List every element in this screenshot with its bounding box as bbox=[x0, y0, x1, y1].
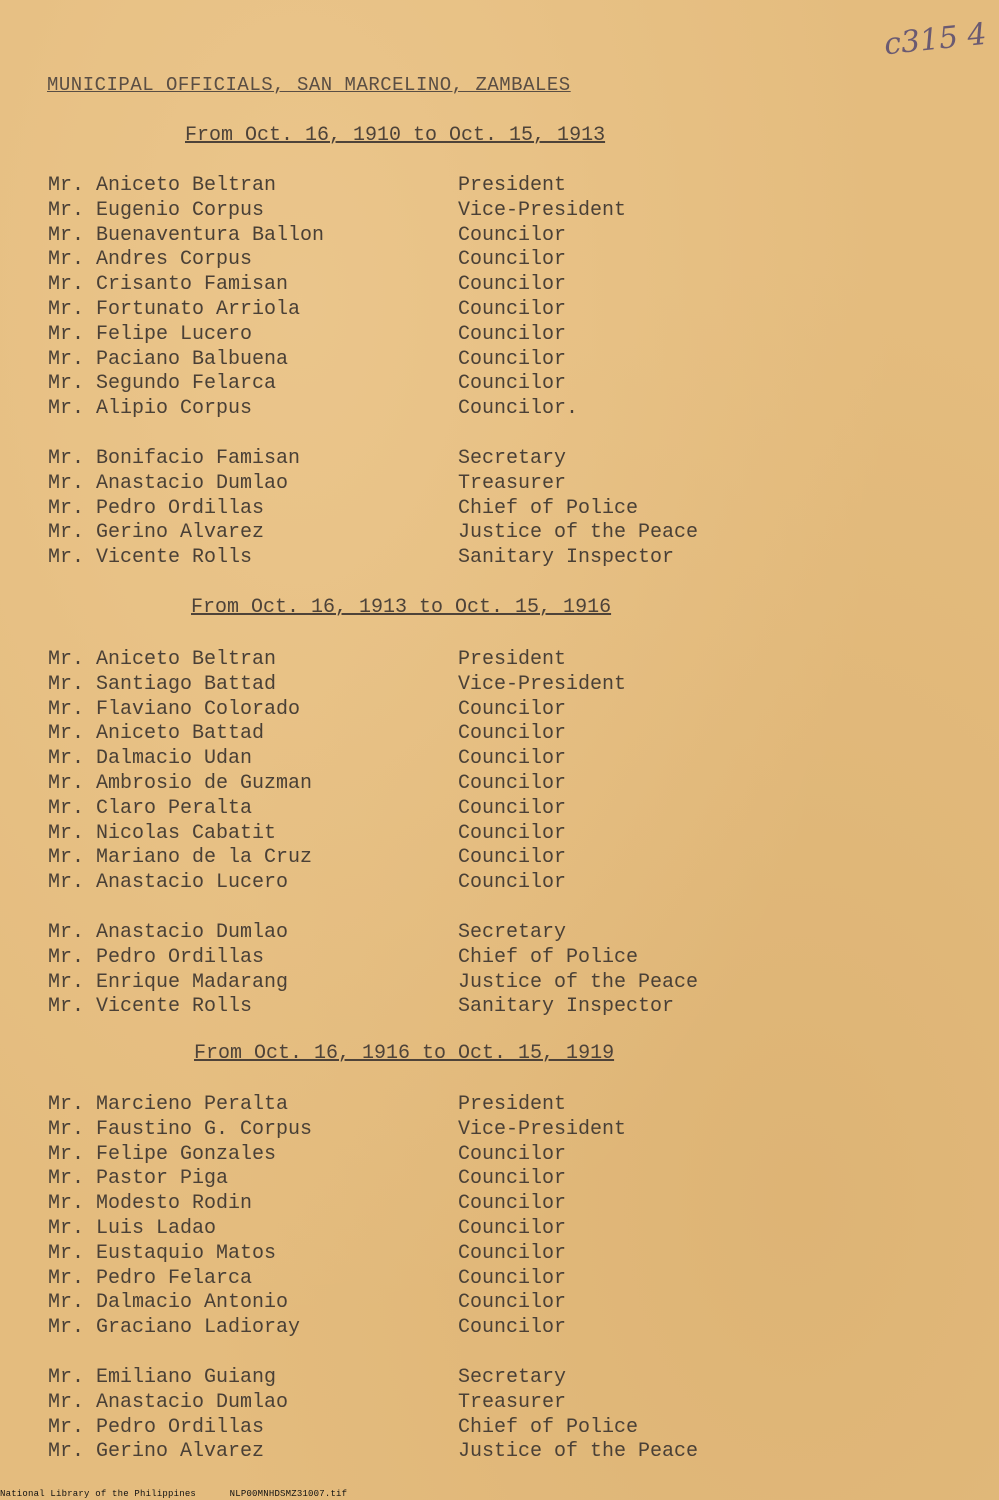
official-position: Councilor bbox=[458, 722, 567, 746]
official-name: Mr. Luis Ladao bbox=[48, 1216, 217, 1240]
official-row bbox=[48, 673, 948, 698]
official-position: Councilor bbox=[458, 223, 567, 247]
official-row bbox=[48, 722, 948, 747]
official-position: Councilor bbox=[458, 1142, 567, 1166]
official-row bbox=[48, 747, 948, 772]
officials-list bbox=[48, 174, 948, 571]
official-position: Councilor bbox=[458, 821, 567, 845]
staff-row bbox=[48, 921, 948, 946]
staff-position: Treasurer bbox=[458, 471, 567, 495]
staff-position: Secretary bbox=[458, 1365, 567, 1389]
staff-name: Mr. Anastacio Dumlao bbox=[48, 1390, 289, 1414]
staff-name: Mr. Pedro Ordillas bbox=[48, 945, 265, 969]
official-row bbox=[48, 1167, 948, 1192]
official-row bbox=[48, 1118, 948, 1143]
period-heading: From Oct. 16, 1913 to Oct. 15, 1916 bbox=[191, 596, 612, 619]
staff-position: Justice of the Peace bbox=[458, 521, 699, 545]
official-name: Mr. Felipe Lucero bbox=[48, 322, 253, 346]
official-name: Mr. Buenaventura Ballon bbox=[48, 223, 325, 247]
staff-position: Chief of Police bbox=[458, 1415, 639, 1439]
staff-row bbox=[48, 521, 948, 546]
official-position: Councilor bbox=[458, 322, 567, 346]
list-gap bbox=[48, 1341, 948, 1366]
official-position: Councilor bbox=[458, 747, 567, 771]
official-row bbox=[48, 323, 948, 348]
officials-list bbox=[48, 1093, 948, 1465]
staff-name: Mr. Enrique Madarang bbox=[48, 970, 289, 994]
official-row bbox=[48, 648, 948, 673]
official-name: Mr. Flaviano Colorado bbox=[48, 697, 301, 721]
staff-row bbox=[48, 447, 948, 472]
official-name: Mr. Pedro Felarca bbox=[48, 1266, 253, 1290]
list-gap bbox=[48, 896, 948, 921]
staff-row bbox=[48, 995, 948, 1020]
official-name: Mr. Alipio Corpus bbox=[48, 397, 253, 421]
period-heading: From Oct. 16, 1910 to Oct. 15, 1913 bbox=[185, 124, 606, 147]
staff-name: Mr. Gerino Alvarez bbox=[48, 1440, 265, 1464]
staff-position: Chief of Police bbox=[458, 945, 639, 969]
staff-name: Mr. Gerino Alvarez bbox=[48, 521, 265, 545]
scan-footer bbox=[0, 1489, 375, 1499]
official-name: Mr. Anastacio Lucero bbox=[48, 871, 289, 895]
official-position: Vice-President bbox=[458, 1117, 627, 1141]
official-position: Councilor bbox=[458, 1167, 567, 1191]
official-position: Councilor bbox=[458, 347, 567, 371]
staff-name: Mr. Emiliano Guiang bbox=[48, 1365, 277, 1389]
official-position: Councilor bbox=[458, 846, 567, 870]
official-position: Councilor bbox=[458, 796, 567, 820]
official-row bbox=[48, 1291, 948, 1316]
official-name: Mr. Paciano Balbuena bbox=[48, 347, 289, 371]
official-row bbox=[48, 822, 948, 847]
official-name: Mr. Ambrosio de Guzman bbox=[48, 771, 313, 795]
official-row bbox=[48, 846, 948, 871]
staff-row bbox=[48, 1366, 948, 1391]
staff-row bbox=[48, 946, 948, 971]
official-row bbox=[48, 1217, 948, 1242]
official-name: Mr. Segundo Felarca bbox=[48, 372, 277, 396]
official-row bbox=[48, 248, 948, 273]
staff-position: Sanitary Inspector bbox=[458, 995, 675, 1019]
official-name: Mr. Graciano Ladioray bbox=[48, 1316, 301, 1340]
period-heading: From Oct. 16, 1916 to Oct. 15, 1919 bbox=[194, 1042, 615, 1065]
staff-position: Secretary bbox=[458, 446, 567, 470]
official-position: Councilor bbox=[458, 1241, 567, 1265]
staff-row bbox=[48, 497, 948, 522]
official-name: Mr. Felipe Gonzales bbox=[48, 1142, 277, 1166]
list-gap bbox=[48, 422, 948, 447]
staff-row bbox=[48, 1391, 948, 1416]
officials-list bbox=[48, 648, 948, 1020]
official-name: Mr. Aniceto Beltran bbox=[48, 174, 277, 197]
official-position: Councilor bbox=[458, 871, 567, 895]
staff-position: Justice of the Peace bbox=[458, 970, 699, 994]
official-name: Mr. Eustaquio Matos bbox=[48, 1241, 277, 1265]
staff-name: Mr. Anastacio Dumlao bbox=[48, 920, 289, 944]
official-position: Councilor bbox=[458, 1266, 567, 1290]
official-row bbox=[48, 372, 948, 397]
official-position: Councilor bbox=[458, 1192, 567, 1216]
official-position: Councilor bbox=[458, 1216, 567, 1240]
official-name: Mr. Aniceto Beltran bbox=[48, 648, 277, 671]
official-name: Mr. Dalmacio Udan bbox=[48, 747, 253, 771]
official-name: Mr. Mariano de la Cruz bbox=[48, 846, 313, 870]
official-row bbox=[48, 298, 948, 323]
staff-row bbox=[48, 1440, 948, 1465]
official-position: Councilor bbox=[458, 273, 567, 297]
official-name: Mr. Marcieno Peralta bbox=[48, 1093, 289, 1116]
document-title: MUNICIPAL OFFICIALS, SAN MARCELINO, ZAMBALES bbox=[47, 74, 571, 96]
official-name: Mr. Pastor Piga bbox=[48, 1167, 229, 1191]
official-position: Councilor bbox=[458, 1291, 567, 1315]
staff-name: Mr. Anastacio Dumlao bbox=[48, 471, 289, 495]
official-row bbox=[48, 1242, 948, 1267]
official-position: Councilor bbox=[458, 771, 567, 795]
official-name: Mr. Crisanto Famisan bbox=[48, 273, 289, 297]
official-name: Mr. Nicolas Cabatit bbox=[48, 821, 277, 845]
staff-name: Mr. Pedro Ordillas bbox=[48, 496, 265, 520]
official-position: Vice-President bbox=[458, 198, 627, 222]
staff-row bbox=[48, 472, 948, 497]
official-name: Mr. Eugenio Corpus bbox=[48, 198, 265, 222]
official-name: Mr. Fortunato Arriola bbox=[48, 297, 301, 321]
official-name: Mr. Faustino G. Corpus bbox=[48, 1117, 313, 1141]
official-position: Councilor bbox=[458, 248, 567, 272]
official-name: Mr. Dalmacio Antonio bbox=[48, 1291, 289, 1315]
staff-position: Secretary bbox=[458, 920, 567, 944]
staff-position: Treasurer bbox=[458, 1390, 567, 1414]
staff-row bbox=[48, 1416, 948, 1441]
staff-position: Justice of the Peace bbox=[458, 1440, 699, 1464]
official-row bbox=[48, 348, 948, 373]
official-name: Mr. Aniceto Battad bbox=[48, 722, 265, 746]
staff-row bbox=[48, 546, 948, 571]
official-row bbox=[48, 1316, 948, 1341]
official-position: Councilor. bbox=[458, 397, 579, 421]
official-row bbox=[48, 397, 948, 422]
official-row bbox=[48, 797, 948, 822]
official-row bbox=[48, 273, 948, 298]
official-row bbox=[48, 224, 948, 249]
official-position: Vice-President bbox=[458, 672, 627, 696]
official-position: Councilor bbox=[458, 372, 567, 396]
official-row bbox=[48, 174, 948, 199]
official-position: President bbox=[458, 1093, 567, 1116]
footer-file: NLP00MNHDSMZ31007.tif bbox=[229, 1489, 348, 1499]
staff-position: Chief of Police bbox=[458, 496, 639, 520]
official-position: President bbox=[458, 648, 567, 671]
official-row bbox=[48, 871, 948, 896]
official-row bbox=[48, 1093, 948, 1118]
official-name: Mr. Modesto Rodin bbox=[48, 1192, 253, 1216]
staff-position: Sanitary Inspector bbox=[458, 546, 675, 570]
official-row bbox=[48, 698, 948, 723]
official-name: Mr. Santiago Battad bbox=[48, 672, 277, 696]
official-position: Councilor bbox=[458, 1316, 567, 1340]
official-row bbox=[48, 772, 948, 797]
official-row bbox=[48, 199, 948, 224]
footer-source: National Library of the Philippines bbox=[0, 1489, 197, 1499]
official-row bbox=[48, 1143, 948, 1168]
official-position: President bbox=[458, 174, 567, 197]
official-position: Councilor bbox=[458, 297, 567, 321]
handwritten-annotation: c315 4 bbox=[882, 16, 989, 63]
official-name: Mr. Andres Corpus bbox=[48, 248, 253, 272]
official-position: Councilor bbox=[458, 697, 567, 721]
official-name: Mr. Claro Peralta bbox=[48, 796, 253, 820]
official-row bbox=[48, 1267, 948, 1292]
staff-row bbox=[48, 971, 948, 996]
staff-name: Mr. Vicente Rolls bbox=[48, 546, 253, 570]
staff-name: Mr. Pedro Ordillas bbox=[48, 1415, 265, 1439]
official-row bbox=[48, 1192, 948, 1217]
staff-name: Mr. Vicente Rolls bbox=[48, 995, 253, 1019]
staff-name: Mr. Bonifacio Famisan bbox=[48, 446, 301, 470]
